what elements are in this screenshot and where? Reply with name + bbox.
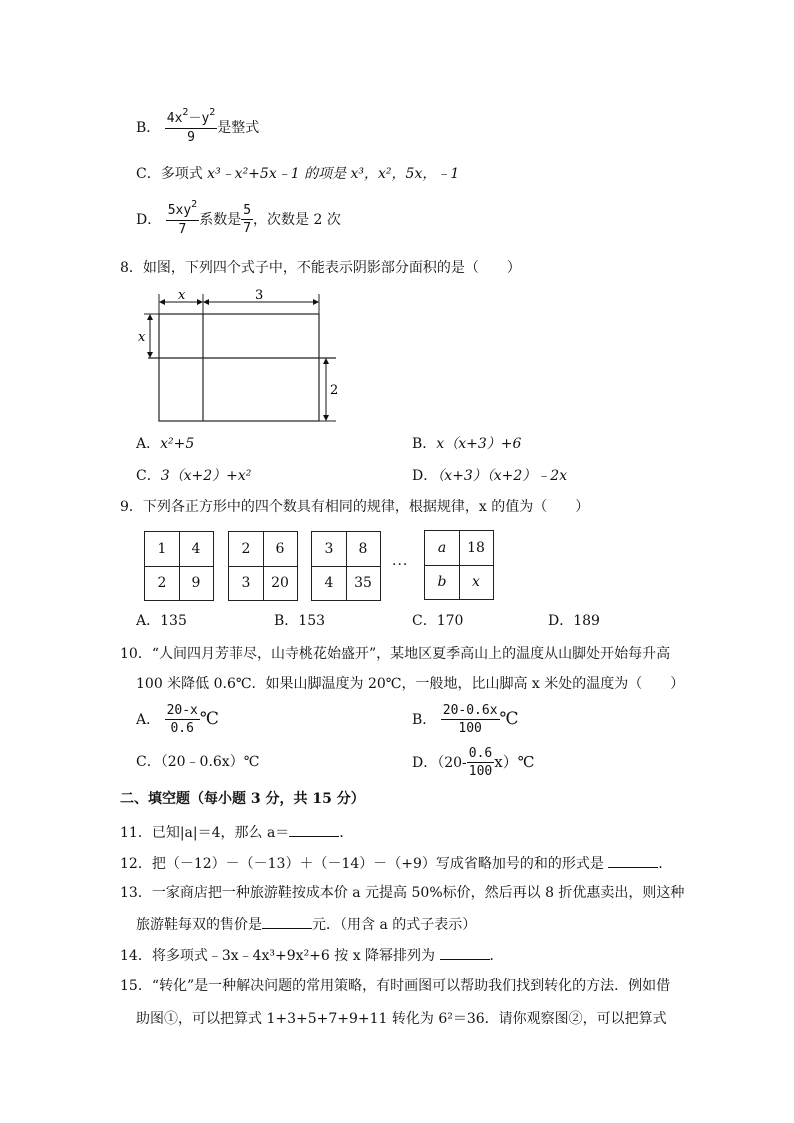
q8-stem: 8．如图，下列四个式子中，不能表示阴影部分面积的是（ ） (120, 260, 521, 276)
q7-option-d-fraction-2: $\frac{5}{7}$ (243, 203, 252, 236)
q8-label-x-top: x (178, 288, 186, 303)
q14-answer-blank[interactable] (440, 945, 490, 960)
q9-stem: 9．下列各正方形中的四个数具有相同的规律，根据规律，x 的值为（ ） (120, 499, 590, 515)
q7-option-d: D． $\frac{5xy^2}{7}$ 系数是 $\frac{5}{7}$ ，次数是 2 次 (136, 198, 341, 237)
q7-option-c: C．多项式 x³﹣x²+5x﹣1 的项是 x³，x²，5x，﹣1 (136, 166, 460, 182)
q12: 12．把（－12）－（－13）＋（－14）－（+9）写成省略加号的和的形式是 ． (120, 853, 672, 873)
q9-square-4: a 18 b x (424, 530, 494, 600)
q10-option-b: B． $\frac{20-0.6x}{100}$ ℃ (412, 703, 519, 736)
q11: 11．已知|a|＝4，那么 a＝ ． (120, 822, 353, 842)
q7-option-b-fraction: $\frac{4x^2-y^2}{9}$ (166, 106, 216, 145)
q8-option-c: C．3（x+2）+x² (136, 468, 252, 484)
q11-answer-blank[interactable] (289, 822, 339, 837)
q9-option-a: A．135 (136, 613, 187, 629)
section-2-title: 二、填空题（每小题 3 分，共 15 分） (120, 791, 365, 807)
q7-option-d-fraction-1: $\frac{5xy^2}{7}$ (167, 198, 198, 237)
q9-square-3: 3 8 4 35 (311, 531, 381, 601)
q13-line2: 旅游鞋每双的售价是 元．（用含 a 的式子表示） (136, 914, 476, 934)
q12-answer-blank[interactable] (608, 853, 658, 868)
q15-line1: 15．“转化”是一种解决问题的常用策略，有时画图可以帮助我们找到转化的方法．例如借 (120, 978, 671, 994)
q8-label-3: 3 (255, 288, 264, 303)
q10-option-c: C．（20﹣0.6x）℃ (136, 754, 260, 770)
q9-square-2: 2 6 3 20 (228, 531, 298, 601)
q8-option-a: A．x²+5 (136, 436, 195, 452)
q8-figure (130, 286, 350, 426)
q10-stem-line2: 100 米降低 0.6℃．如果山脚温度为 20℃，一般地，比山脚高 x 米处的温度为（ ） (136, 676, 685, 692)
q9-option-d: D．189 (548, 613, 600, 629)
q13-answer-blank[interactable] (262, 914, 312, 929)
q7-option-b: B． $\frac{4x^2-y^2}{9}$ 是整式 (136, 106, 260, 145)
q9-square-1: 1 4 2 9 (144, 531, 214, 601)
q13-line1: 13．一家商店把一种旅游鞋按成本价 a 元提高 50%标价，然后再以 8 折优惠卖出，则这种 (120, 885, 685, 901)
q10-stem-line1: 10．“人间四月芳菲尽，山寺桃花始盛开”，某地区夏季高山上的温度从山脚处开始每升高 (120, 646, 671, 662)
q10-option-a: A． $\frac{20-x}{0.6}$ ℃ (136, 703, 219, 736)
q8-label-x-left: x (138, 330, 146, 345)
q8-option-b: B．x（x+3）+6 (412, 436, 522, 452)
q8-label-2: 2 (330, 383, 339, 398)
q14: 14．将多项式﹣3x﹣4x³+9x²+6 按 x 降幂排列为 ． (120, 945, 504, 965)
q9-ellipsis: ··· (392, 557, 409, 573)
q8-option-d: D．（x+3）（x+2）﹣2x (412, 468, 568, 484)
q8-outer-rect (159, 314, 319, 421)
q9-option-c: C．170 (412, 613, 464, 629)
q15-line2: 助图①，可以把算式 1+3+5+7+9+11 转化为 6²＝36．请你观察图②，可以把算式 (136, 1011, 667, 1027)
q10-option-d: D．（20- $\frac{0.6}{100}$ x）℃ (412, 746, 535, 779)
q9-option-b: B．153 (274, 613, 326, 629)
